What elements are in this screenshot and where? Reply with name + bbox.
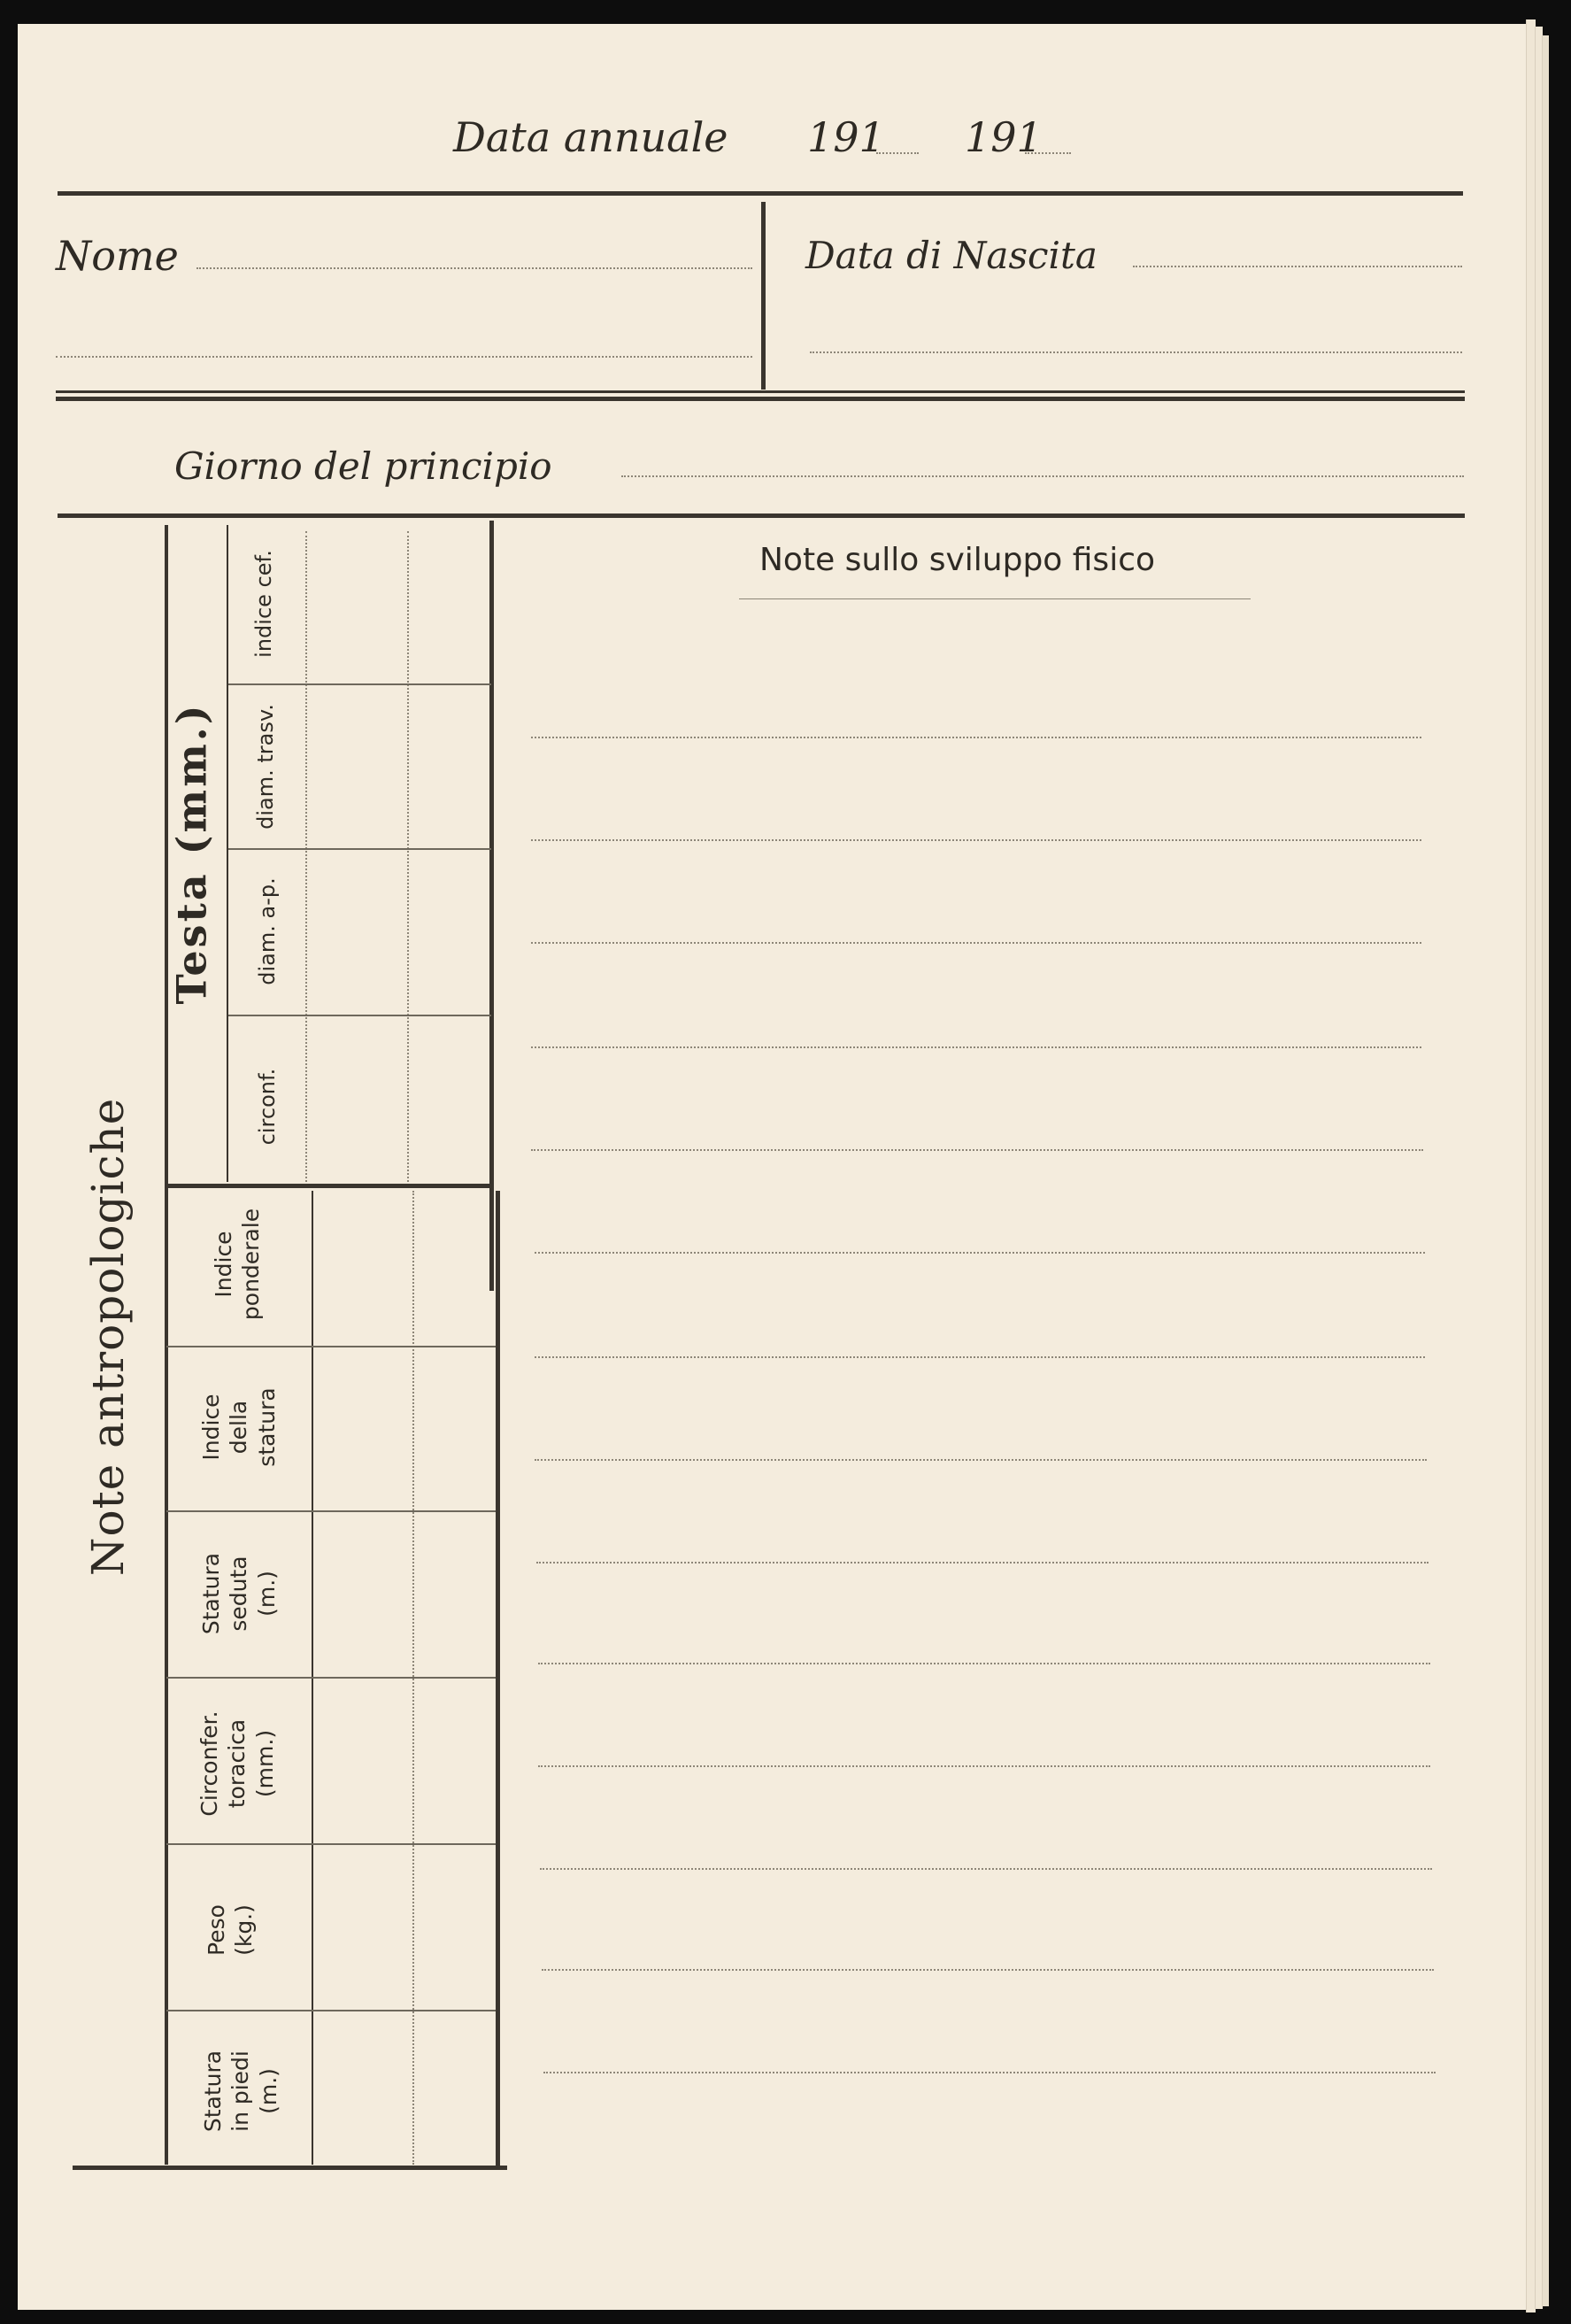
data-annuale-label: Data annuale (453, 113, 728, 161)
year-blank-2[interactable] (1025, 152, 1071, 154)
notes-title-underline (739, 598, 1251, 599)
measure-label-line: Statura (200, 2050, 227, 2133)
measure-label-line: (m.) (253, 1571, 280, 1617)
data-nascita-field-line-2[interactable] (810, 351, 1462, 353)
testa-bottom-rule (165, 1184, 492, 1188)
notes-line[interactable] (538, 1663, 1430, 1664)
year-blank-1[interactable] (876, 152, 919, 154)
measure-label-line: seduta (226, 1556, 252, 1632)
nome-field-line-2[interactable] (56, 356, 752, 358)
header-rule (58, 191, 1463, 196)
table-bottom-rule (73, 2166, 507, 2170)
note-antropologiche-title: Note antropologiche (81, 1097, 134, 1577)
measure-row-rule (166, 1843, 496, 1845)
notes-line[interactable] (535, 1356, 1425, 1358)
testa-col-diam-ap: diam. a-p. (255, 877, 280, 985)
notes-line[interactable] (535, 1459, 1427, 1461)
measure-statura-piedi (199, 2050, 282, 2132)
notes-line[interactable] (538, 1765, 1430, 1767)
data-nascita-label: Data di Nascita (805, 234, 1097, 277)
measure-label-line: in piedi (227, 2050, 254, 2132)
nome-field-line-1[interactable] (196, 267, 752, 269)
page-edge (1542, 35, 1549, 2306)
name-divider (761, 202, 766, 390)
testa-cell-rule (228, 683, 491, 685)
notes-line[interactable] (531, 1149, 1423, 1151)
testa-inner-border (227, 525, 228, 1182)
notes-line[interactable] (536, 1562, 1429, 1563)
measure-label-line: Indice (198, 1394, 225, 1461)
measure-statura-seduta (197, 1553, 281, 1634)
measure-label-line: (m.) (255, 2068, 281, 2114)
table-right-border (496, 1191, 500, 2169)
measure-label-line: Peso (203, 1904, 229, 1956)
giorno-principio-label: Giorno del principio (174, 444, 552, 488)
notes-line[interactable] (531, 942, 1421, 944)
measure-peso (203, 1904, 258, 1956)
notes-line[interactable] (535, 1252, 1425, 1254)
measure-label-line: Circonfer. (196, 1710, 223, 1817)
measure-row-rule (166, 2010, 496, 2011)
section-rule (58, 513, 1465, 518)
testa-col-divider (305, 531, 307, 1182)
notes-title: Note sullo sviluppo fisico (759, 542, 1156, 578)
measure-label-line: Indice (210, 1231, 236, 1298)
notes-line[interactable] (543, 2072, 1436, 2073)
nome-label: Nome (56, 232, 179, 280)
measure-indice-statura (197, 1387, 281, 1466)
year-prefix-2: 191 (965, 113, 1043, 161)
measure-circonfer-toracica (196, 1710, 279, 1816)
measure-label-line: Statura (198, 1552, 225, 1635)
testa-cell-rule (228, 848, 491, 850)
measure-row-rule (166, 1677, 496, 1679)
testa-header: Testa (mm.) (167, 702, 216, 1005)
measure-label-line: toracica (224, 1718, 250, 1809)
measure-label-line: della (226, 1400, 252, 1455)
measure-label-line: (kg.) (231, 1904, 257, 1956)
testa-cell-rule (228, 1015, 491, 1016)
form-sheet (18, 24, 1526, 2310)
measure-label-line: ponderale (238, 1208, 264, 1321)
testa-col-indice-cef: indice cef. (251, 550, 276, 658)
measure-indice-ponderale (210, 1208, 266, 1320)
measure-label-line: (mm.) (251, 1729, 278, 1798)
testa-col-divider (407, 531, 409, 1182)
year-prefix-1: 191 (807, 113, 885, 161)
measure-label-line: statura (253, 1387, 280, 1467)
double-rule-bottom (56, 397, 1465, 401)
testa-col-diam-trasv: diam. trasv. (253, 704, 278, 830)
double-rule-top (56, 390, 1465, 393)
giorno-principio-field[interactable] (621, 475, 1464, 477)
data-nascita-field-line-1[interactable] (1133, 266, 1462, 267)
measure-row-rule (166, 1346, 496, 1347)
notes-line[interactable] (531, 839, 1421, 841)
testa-col-circonf: circonf. (255, 1068, 280, 1146)
measure-row-rule (166, 1510, 496, 1512)
notes-line[interactable] (531, 1046, 1421, 1048)
table-right-border (489, 521, 494, 1291)
notes-line[interactable] (540, 1868, 1432, 1870)
notes-line[interactable] (542, 1969, 1434, 1971)
notes-line[interactable] (531, 737, 1421, 738)
